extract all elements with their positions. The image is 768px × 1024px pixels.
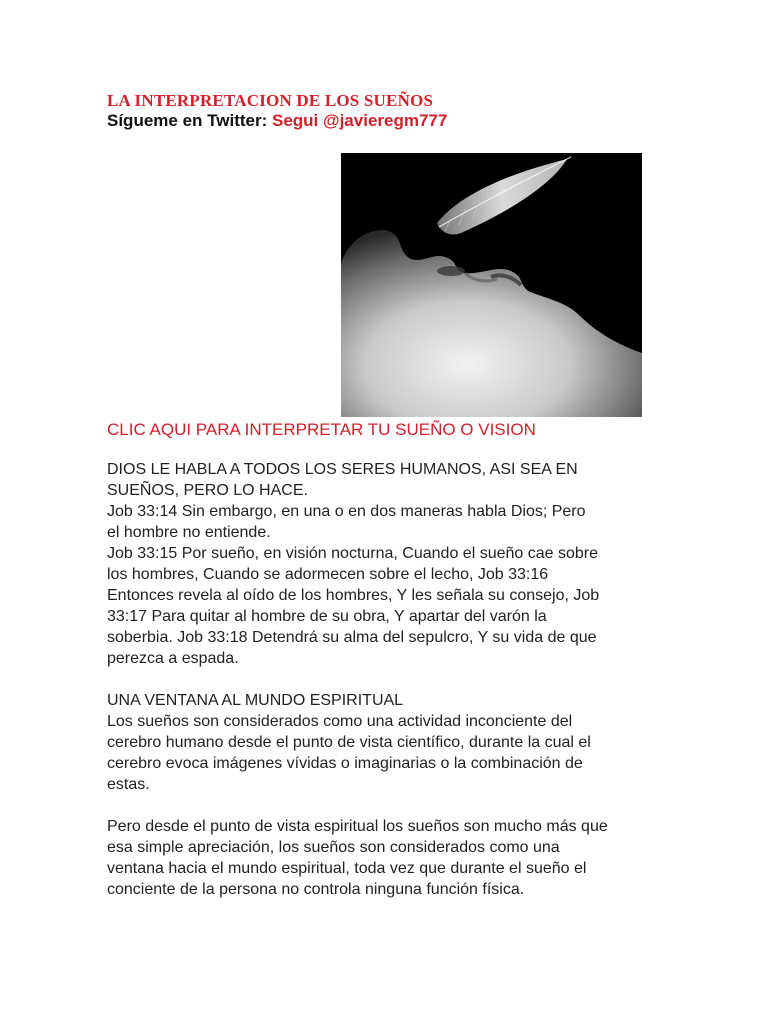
text-line: cerebro humano desde el punto de vista científico, durante la cual el — [107, 734, 591, 751]
article-body — [107, 459, 663, 921]
twitter-label: Sígueme en Twitter: — [107, 111, 268, 130]
text-line: estas. — [107, 776, 150, 793]
text-line: el hombre no entiende. — [107, 524, 271, 541]
text-line: Job 33:15 Por sueño, en visión nocturna, Cuando el sueño cae sobre — [107, 545, 598, 562]
text-line: DIOS LE HABLA A TODOS LOS SERES HUMANOS, ASI SEA EN — [107, 461, 578, 478]
interpret-dream-link[interactable]: CLIC AQUI PARA INTERPRETAR TU SUEÑO O VISION — [107, 420, 536, 439]
text-line: Pero desde el punto de vista espiritual los sueños son mucho más que — [107, 818, 608, 835]
text-line: perezca a espada. — [107, 650, 239, 667]
text-line: Job 33:14 Sin embargo, en una o en dos maneras habla Dios; Pero — [107, 503, 586, 520]
text-line: cerebro evoca imágenes vívidas o imaginarias o la combinación de — [107, 755, 583, 772]
section-spiritual-window — [107, 690, 663, 795]
text-line: 33:17 Para quitar al hombre de su obra, Y apartar del varón la — [107, 608, 547, 625]
section-spiritual-view — [107, 816, 663, 900]
text-line: Los sueños son considerados como una actividad inconciente del — [107, 713, 573, 730]
twitter-line — [107, 111, 447, 131]
text-line: ventana hacia el mundo espiritual, toda vez que durante el sueño el — [107, 860, 587, 877]
face-with-feather-photo — [341, 153, 642, 417]
section-heading: UNA VENTANA AL MUNDO ESPIRITUAL — [107, 692, 404, 709]
text-line: Entonces revela al oído de los hombres, Y les señala su consejo, Job — [107, 587, 600, 604]
page-title: LA INTERPRETACION DE LOS SUEÑOS — [107, 91, 434, 110]
text-line: SUEÑOS, PERO LO HACE. — [107, 482, 308, 499]
twitter-handle-link[interactable]: Segui @javieregm777 — [272, 111, 448, 130]
text-line: conciente de la persona no controla ninguna función física. — [107, 881, 525, 898]
text-line: soberbia. Job 33:18 Detendrá su alma del sepulcro, Y su vida de que — [107, 629, 597, 646]
text-line: esa simple apreciación, los sueños son considerados como una — [107, 839, 560, 856]
section-scripture — [107, 459, 663, 669]
text-line: los hombres, Cuando se adormecen sobre el lecho, Job 33:16 — [107, 566, 549, 583]
